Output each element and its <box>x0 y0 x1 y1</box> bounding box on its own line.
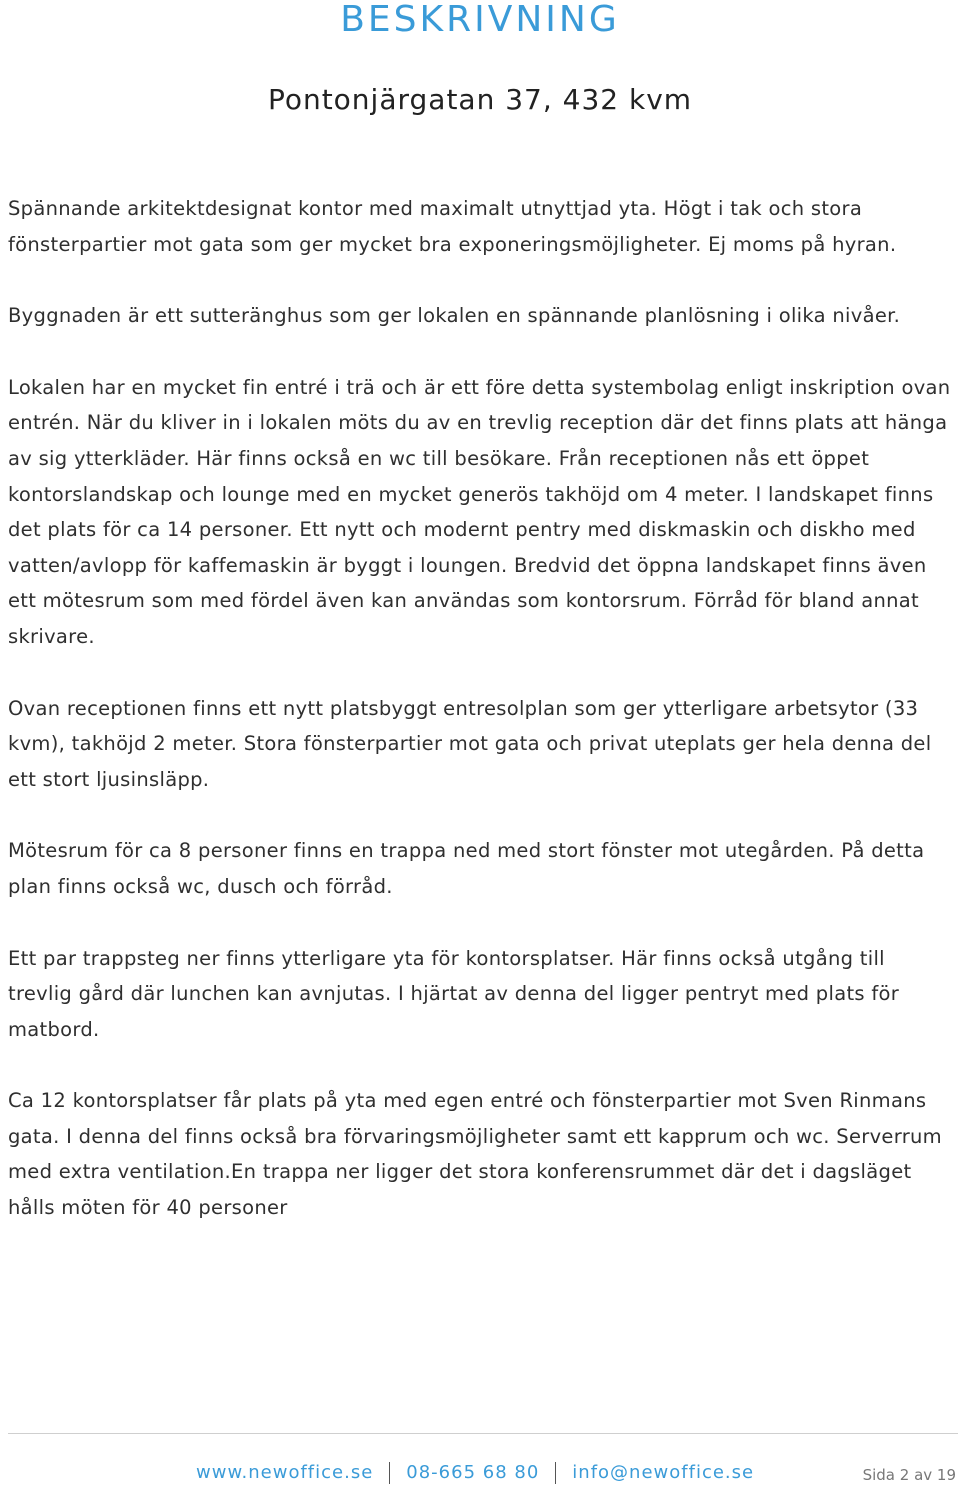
footer-separator <box>389 1462 390 1484</box>
document-title: BESKRIVNING <box>340 0 620 40</box>
footer-separator <box>555 1462 556 1484</box>
paragraph-intro: Spännande arkitektdesignat kontor med maximalt utnyttjad yta. Högt i tak och stora fönsterpartier mot gata som ger mycket bra exponeringsmöjligheter. Ej moms på hyran. <box>8 197 897 256</box>
phone-number[interactable]: 08-665 68 80 <box>406 1462 540 1483</box>
paragraph-lower-level: Ett par trappsteg ner finns ytterligare yta för kontorsplatser. Här finns också utgång till trevlig gård där lunchen kan avnjutas. I hjärtat av denna del ligger pentryt med plats för matbord. <box>8 946 900 1041</box>
footer <box>0 1462 960 1494</box>
paragraph-building: Byggnaden är ett sutteränghus som ger lokalen en spännande planlösning i olika nivåer. <box>8 304 901 328</box>
paragraph-meeting-room: Mötesrum för ca 8 personer finns en trappa ned med stort fönster mot utegården. På detta plan finns också wc, dusch och förråd. <box>8 839 925 898</box>
page-number: Sida 2 av 19 <box>862 1466 956 1484</box>
footer-contact <box>196 1462 754 1484</box>
paragraph-entrance: Lokalen har en mycket fin entré i trä och är ett före detta systembolag enligt inskription ovan entrén. När du kliver in i lokalen möts du av en trevlig reception där det finns plats att hänga av sig ytterkläder. Här finns också en wc till besökare. Från receptionen nås ett öppet kontorslandskap och lounge med en mycket generös takhöjd om 4 meter. I landskapet finns det plats för ca 14 personer. Ett nytt och modernt pentry med diskmaskin och diskho med vatten/avlopp för kaffemaskin är byggt i loungen. Bredvid det öppna landskapet finns även ett mötesrum som med fördel även kan användas som kontorsrum. Förråd för bland annat skrivare. <box>8 375 951 648</box>
footer-divider <box>8 1433 958 1434</box>
email-link[interactable]: info@newoffice.se <box>572 1462 755 1483</box>
description-body <box>8 191 953 1262</box>
property-address: Pontonjärgatan 37, 432 kvm <box>267 83 693 116</box>
paragraph-mezzanine: Ovan receptionen finns ett nytt platsbyggt entresolplan som ger ytterligare arbetsytor (33 kvm), takhöjd 2 meter. Stora fönsterpartier mot gata och privat uteplats ger hela denna del ett stort ljusinsläpp. <box>8 696 932 791</box>
website-link[interactable]: www.newoffice.se <box>196 1462 374 1483</box>
paragraph-office-area: Ca 12 kontorsplatser får plats på yta med egen entré och fönsterpartier mot Sven Rinmans gata. I denna del finns också bra förvaringsmöjligheter samt ett kapprum och wc. Serverrum med extra ventilation.En trappa ner ligger det stora konferensrummet där det i dagsläget hålls möten för 40 personer <box>8 1089 942 1220</box>
